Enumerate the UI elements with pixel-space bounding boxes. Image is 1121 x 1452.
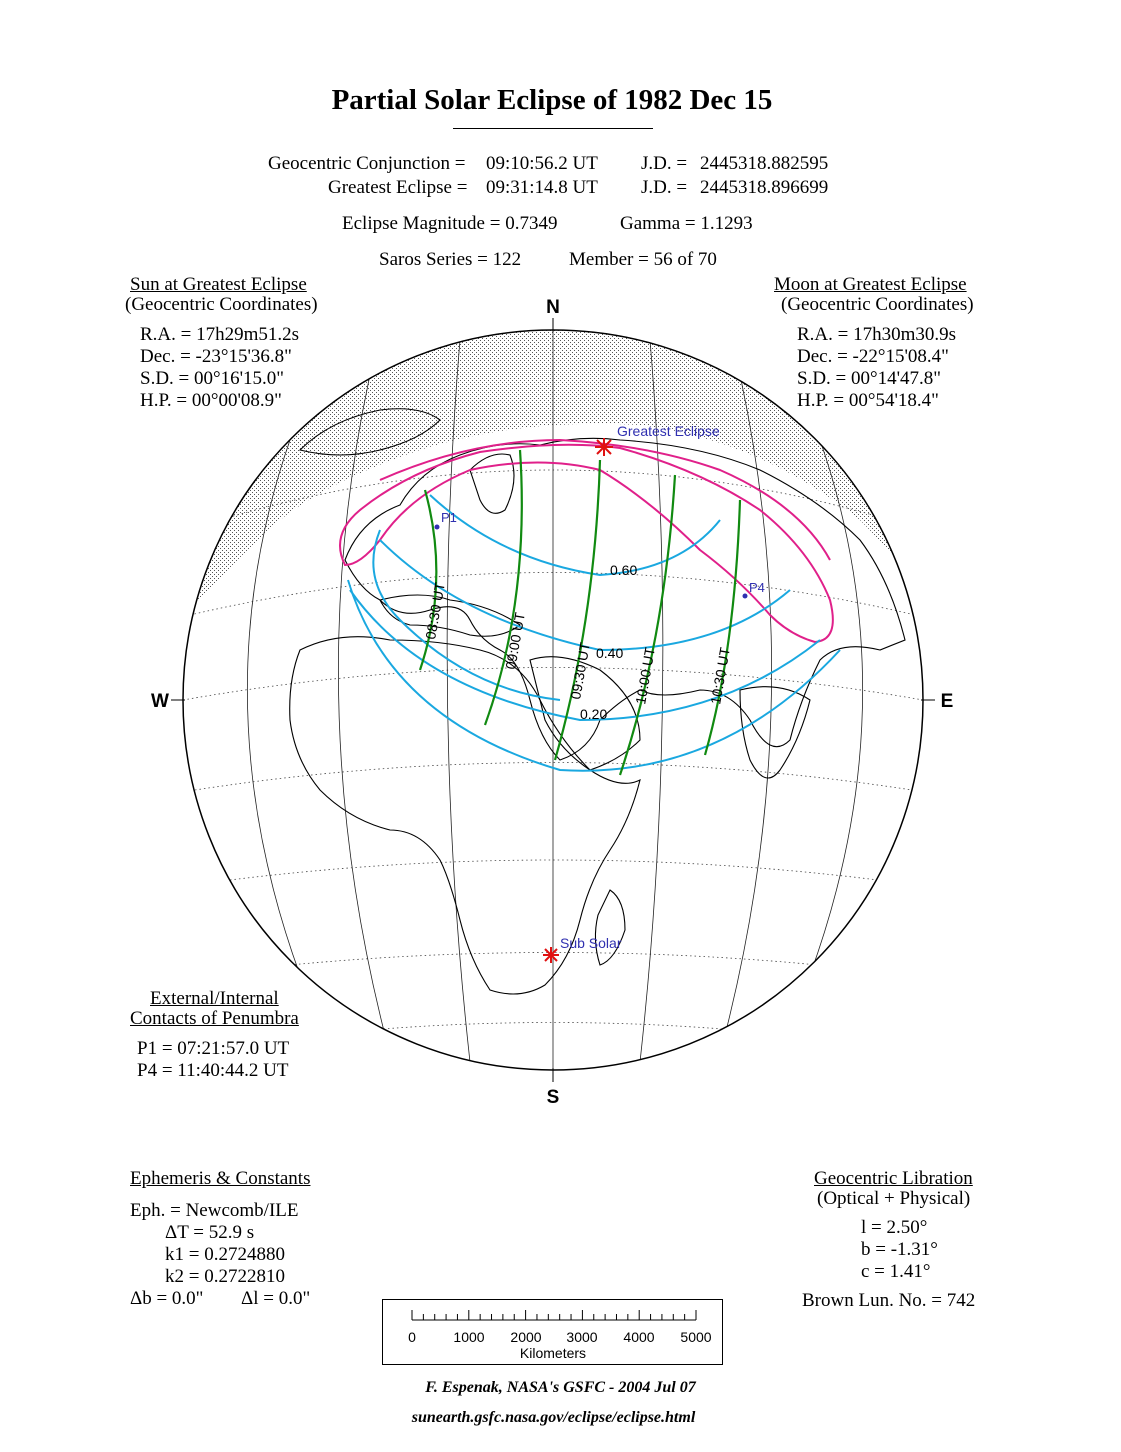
conjunction-jd: 2445318.882595 [700, 153, 829, 174]
libration-subheading: (Optical + Physical) [817, 1188, 971, 1209]
time-label: 08:30 UT [422, 581, 448, 641]
ephemeris-k2: k2 = 0.2722810 [165, 1266, 285, 1287]
sun-heading: Sun at Greatest Eclipse [130, 274, 307, 295]
contacts-heading-2: Contacts of Penumbra [130, 1008, 299, 1029]
moon-dec: Dec. = -22°15'08.4" [797, 346, 949, 367]
magnitude-label: 0.40 [596, 645, 624, 661]
time-line-0900 [485, 450, 522, 725]
sun-sd: S.D. = 00°16'15.0" [140, 368, 285, 389]
compass-e: E [940, 691, 954, 712]
libration-c: c = 1.41° [861, 1261, 931, 1282]
saros-series: Saros Series = 122 [379, 249, 522, 270]
compass-s: S [546, 1087, 560, 1108]
sub-solar-marker [543, 947, 559, 963]
greatest-eclipse-jd-label: J.D. = [641, 177, 688, 198]
ephemeris-heading: Ephemeris & Constants [130, 1168, 311, 1189]
p4-label: P4 [749, 580, 765, 595]
scandinavia-coastline [470, 454, 514, 513]
parallel-line [370, 1023, 735, 1031]
brown-lunation: Brown Lun. No. = 742 [802, 1290, 976, 1311]
sun-dec: Dec. = -23°15'36.8" [140, 346, 292, 367]
credit-author: F. Espenak, NASA's GSFC - 2004 Jul 07 [425, 1379, 696, 1396]
p4-marker [743, 594, 748, 599]
greatest-eclipse-jd: 2445318.896699 [700, 177, 829, 198]
magnitude-curve-0-80 [430, 495, 720, 575]
compass-n: N [546, 297, 560, 318]
ephemeris-delta-l: Δl = 0.0" [241, 1288, 311, 1309]
india-coastline [740, 687, 810, 778]
gamma: Gamma = 1.1293 [620, 213, 753, 234]
libration-l: l = 2.50° [861, 1217, 928, 1238]
meridian-line [725, 375, 772, 1035]
parallel-line [190, 573, 915, 616]
libration-b: b = -1.31° [861, 1239, 938, 1260]
compass-w: W [151, 691, 169, 712]
scale-bar [383, 1300, 722, 1364]
night-region [150, 330, 960, 640]
meridian-line [810, 440, 863, 975]
time-line-1030 [705, 500, 740, 755]
greatest-eclipse-label: Greatest Eclipse [617, 423, 720, 439]
magnitude-label: 0.20 [580, 706, 608, 722]
p1-label: P1 [441, 510, 457, 525]
moon-hp: H.P. = 00°54'18.4" [797, 390, 939, 411]
sun-ra: R.A. = 17h29m51.2s [140, 324, 300, 345]
time-label: 09:30 UT [567, 641, 593, 701]
conjunction-label: Geocentric Conjunction = [268, 153, 466, 174]
page-title: Partial Solar Eclipse of 1982 Dec 15 [331, 84, 773, 116]
scale-bar-box [382, 1299, 723, 1365]
scale-tick-label: 1000 [453, 1329, 485, 1345]
sun-subheading: (Geocentric Coordinates) [125, 294, 318, 315]
p1-marker [435, 525, 440, 530]
eclipse-magnitude: Eclipse Magnitude = 0.7349 [342, 213, 558, 234]
greatest-eclipse-time: 09:31:14.8 UT [486, 177, 598, 198]
ephemeris-delta-t: ΔT = 52.9 s [165, 1222, 255, 1243]
ephemeris-k1: k1 = 0.2724880 [165, 1244, 285, 1265]
moon-ra: R.A. = 17h30m30.9s [797, 324, 957, 345]
scale-tick-label: 5000 [680, 1329, 712, 1345]
scale-unit: Kilometers [519, 1345, 587, 1361]
parallel-line [195, 763, 912, 791]
contact-p4: P4 = 11:40:44.2 UT [137, 1060, 289, 1081]
moon-heading: Moon at Greatest Eclipse [774, 274, 967, 295]
ephemeris-delta-b: Δb = 0.0" [130, 1288, 204, 1309]
greatest-eclipse-label: Greatest Eclipse = [328, 177, 468, 198]
moon-subheading: (Geocentric Coordinates) [781, 294, 974, 315]
moon-sd: S.D. = 00°14'47.8" [797, 368, 942, 389]
sub-solar-label: Sub Solar [560, 935, 622, 951]
madagascar-coastline [595, 890, 625, 965]
credit-url: sunearth.gsfc.nasa.gov/eclipse/eclipse.html [411, 1409, 696, 1426]
parallel-line [230, 860, 878, 880]
time-label: 10:30 UT [707, 646, 733, 706]
greatest-eclipse-marker [595, 438, 613, 456]
contacts-heading-1: External/Internal [150, 988, 279, 1009]
scale-tick-label: 2000 [510, 1329, 542, 1345]
scale-tick-label: 3000 [566, 1329, 598, 1345]
scale-tick-label: 4000 [623, 1329, 655, 1345]
scale-tick-label: 0 [408, 1329, 416, 1345]
conjunction-time: 09:10:56.2 UT [486, 153, 598, 174]
magnitude-label: 0.60 [610, 562, 638, 578]
time-label: 09:00 UT [502, 611, 528, 671]
libration-heading: Geocentric Libration [814, 1168, 973, 1189]
time-label: 10:00 UT [632, 646, 658, 706]
sun-hp: H.P. = 00°00'08.9" [140, 390, 282, 411]
contact-p1: P1 = 07:21:57.0 UT [137, 1038, 290, 1059]
mediterranean-sea [380, 595, 520, 636]
saros-member: Member = 56 of 70 [569, 249, 717, 270]
conjunction-jd-label: J.D. = [641, 153, 688, 174]
ephemeris-eph: Eph. = Newcomb/ILE [130, 1200, 299, 1221]
